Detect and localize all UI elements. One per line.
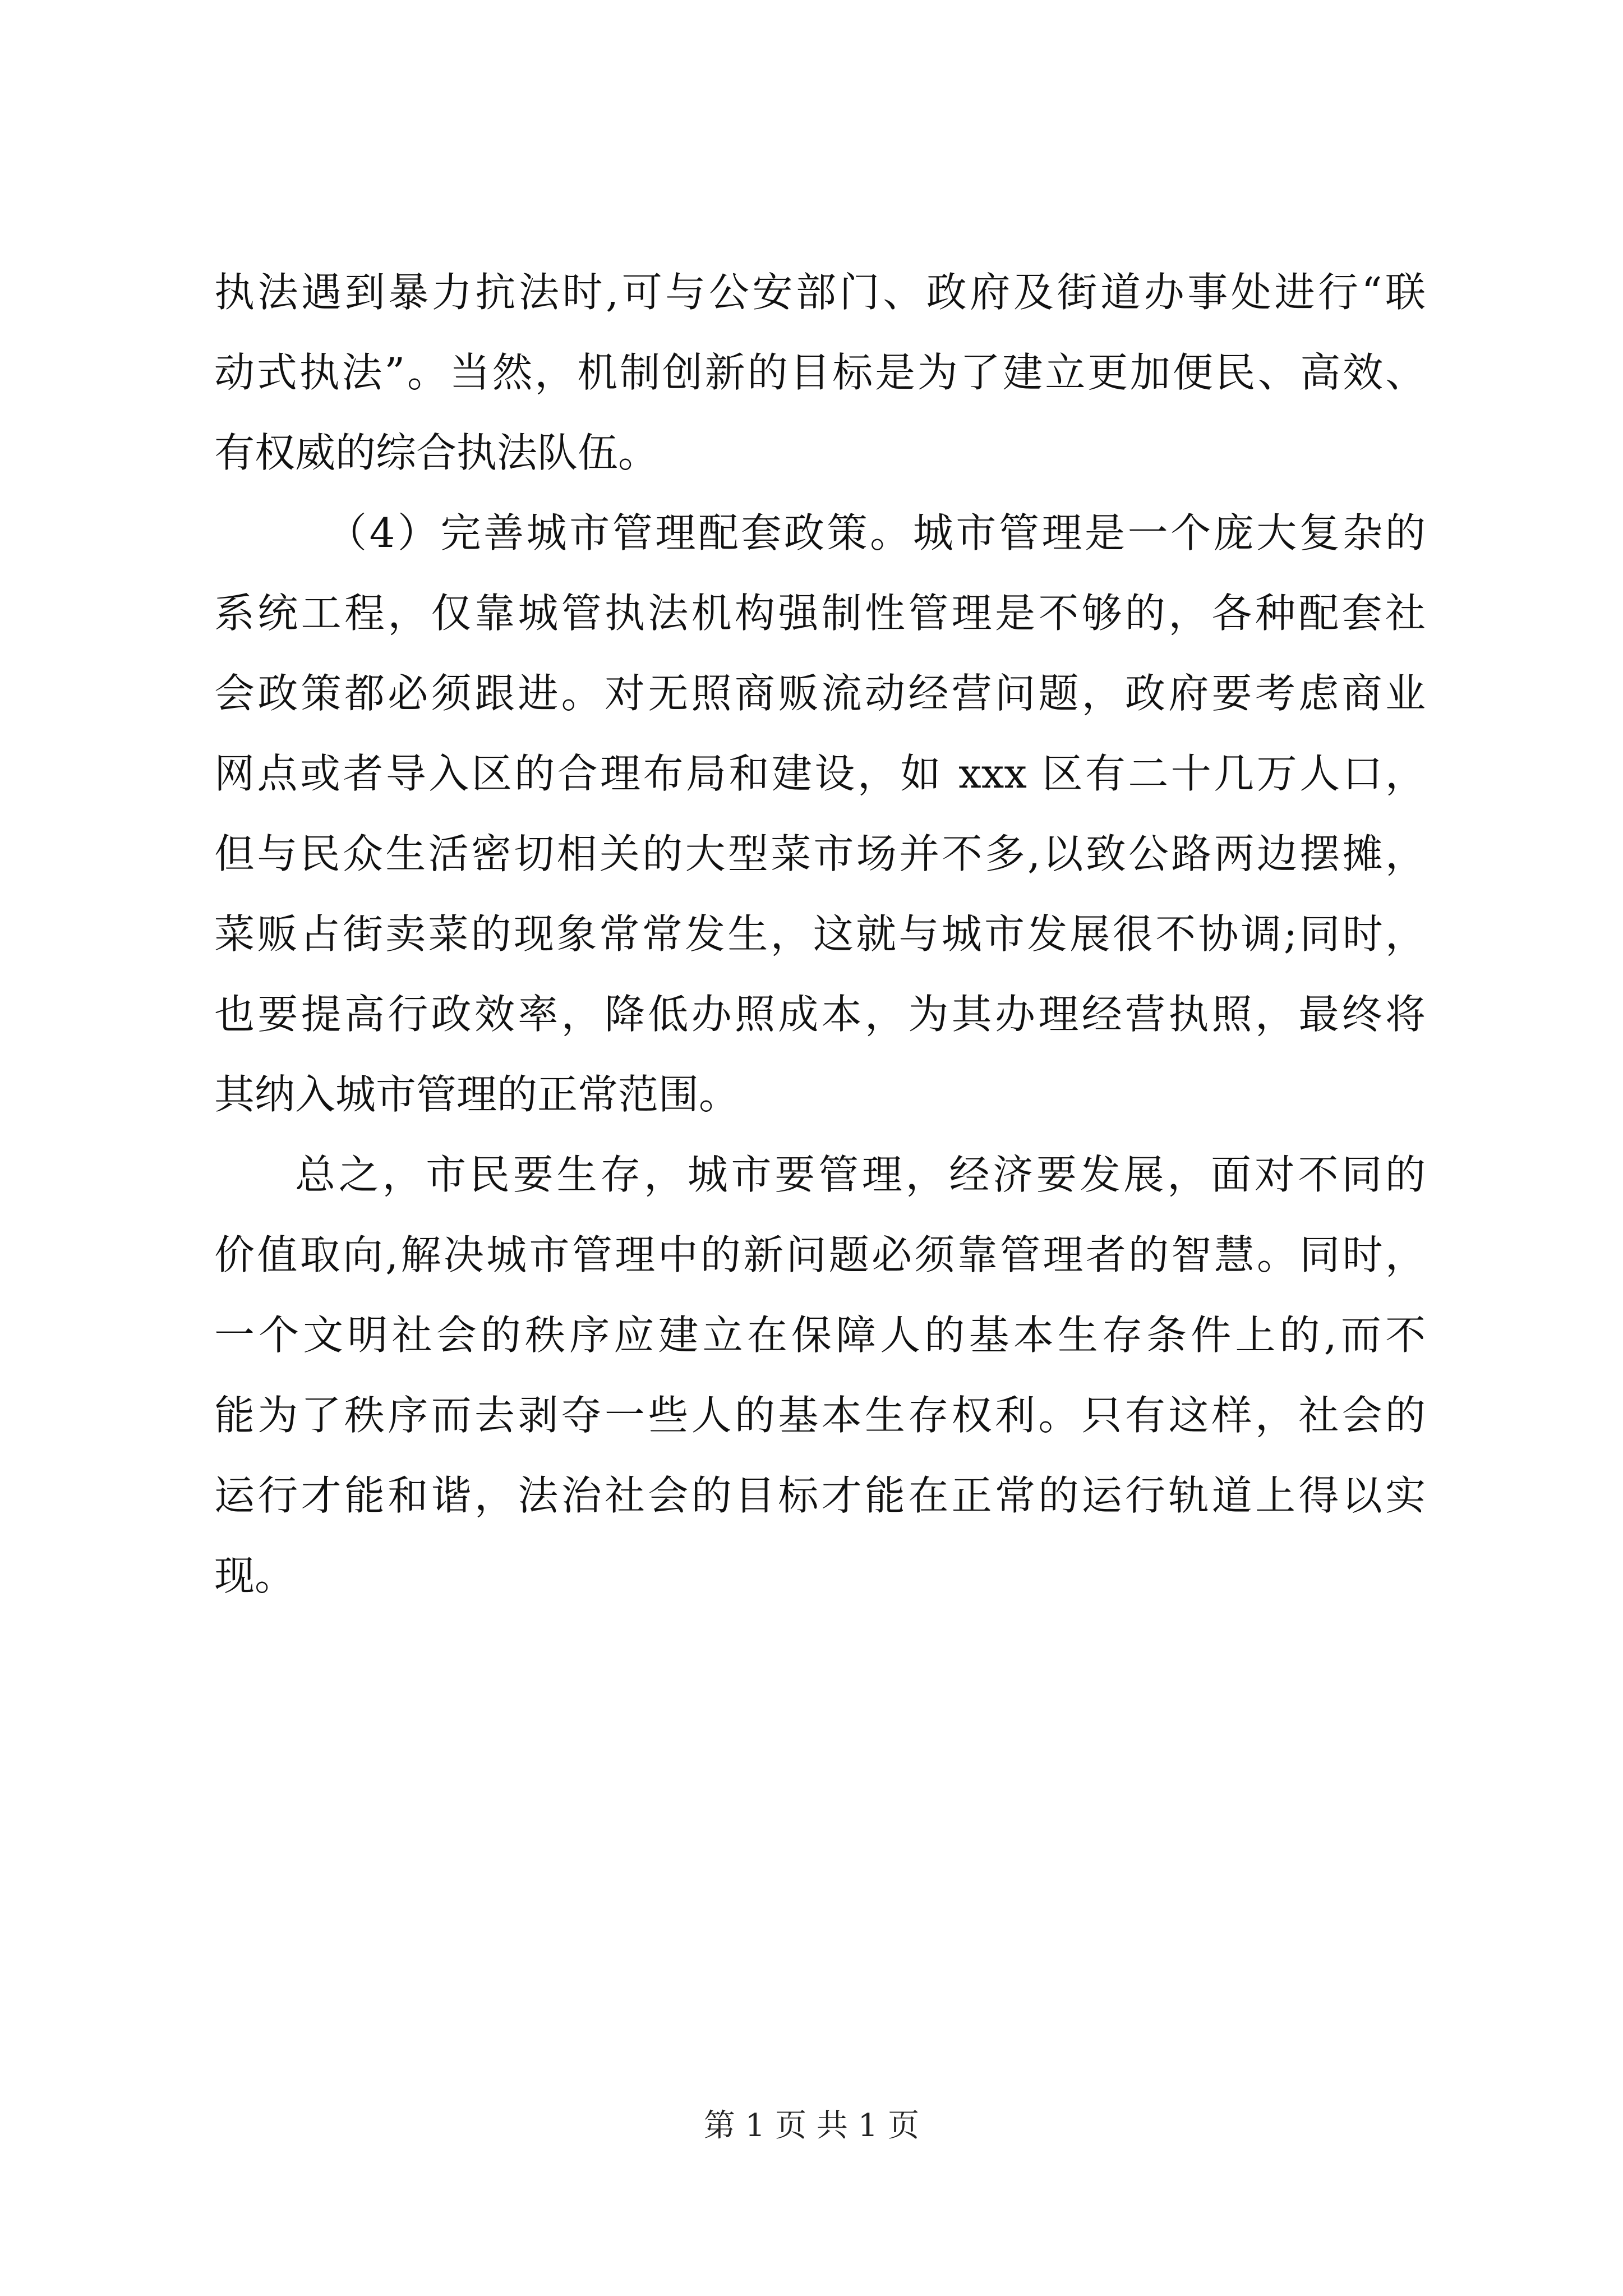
paragraph-line: 动式执法”。当然，机制创新的目标是为了建立更加便民、高效、 (214, 349, 1426, 396)
paragraph-line: 执法遇到暴力抗法时,可与公安部门、政府及街道办事处进行“联 (214, 269, 1426, 316)
paragraph-line: 能为了秩序而去剥夺一些人的基本生存权利。只有这样，社会的 (214, 1392, 1426, 1439)
paragraph-3 (214, 1135, 1426, 1616)
paragraph-line: 网点或者导入区的合理布局和建设，如 xxx 区有二十几万人口， (214, 750, 1426, 797)
paragraph-line: （4）完善城市管理配套政策。城市管理是一个庞大复杂的 (326, 509, 1426, 556)
paragraph-line: 现。 (214, 1552, 296, 1599)
paragraph-line: 价值取向,解决城市管理中的新问题必须靠管理者的智慧。同时， (214, 1231, 1426, 1278)
paragraph-line: 运行才能和谐，法治社会的目标才能在正常的运行轨道上得以实 (214, 1472, 1426, 1519)
paragraph-line: 也要提高行政效率，降低办照成本，为其办理经营执照，最终将 (214, 991, 1426, 1038)
paragraph-line: 会政策都必须跟进。对无照商贩流动经营问题，政府要考虑商业 (214, 670, 1426, 717)
paragraph-line: 一个文明社会的秩序应建立在保障人的基本生存条件上的,而不 (214, 1312, 1426, 1359)
paragraph-line: 系统工程，仅靠城管执法机构强制性管理是不够的，各种配套社 (214, 590, 1426, 637)
paragraph-1 (214, 252, 1426, 493)
paragraph-2 (214, 493, 1426, 1135)
page-footer (0, 2101, 1623, 2146)
paragraph-line: 其纳入城市管理的正常范围。 (214, 1071, 740, 1118)
document-body (214, 252, 1426, 1616)
page-number-label: 第 1 页 共 1 页 (703, 2108, 920, 2144)
paragraph-line: 但与民众生活密切相关的大型菜市场并不多,以致公路两边摆摊， (214, 830, 1426, 877)
paragraph-line: 有权威的综合执法队伍。 (214, 429, 659, 476)
paragraph-line: 总之，市民要生存，城市要管理，经济要发展，面对不同的 (295, 1151, 1426, 1198)
paragraph-line: 菜贩占街卖菜的现象常常发生，这就与城市发展很不协调;同时， (214, 910, 1426, 958)
